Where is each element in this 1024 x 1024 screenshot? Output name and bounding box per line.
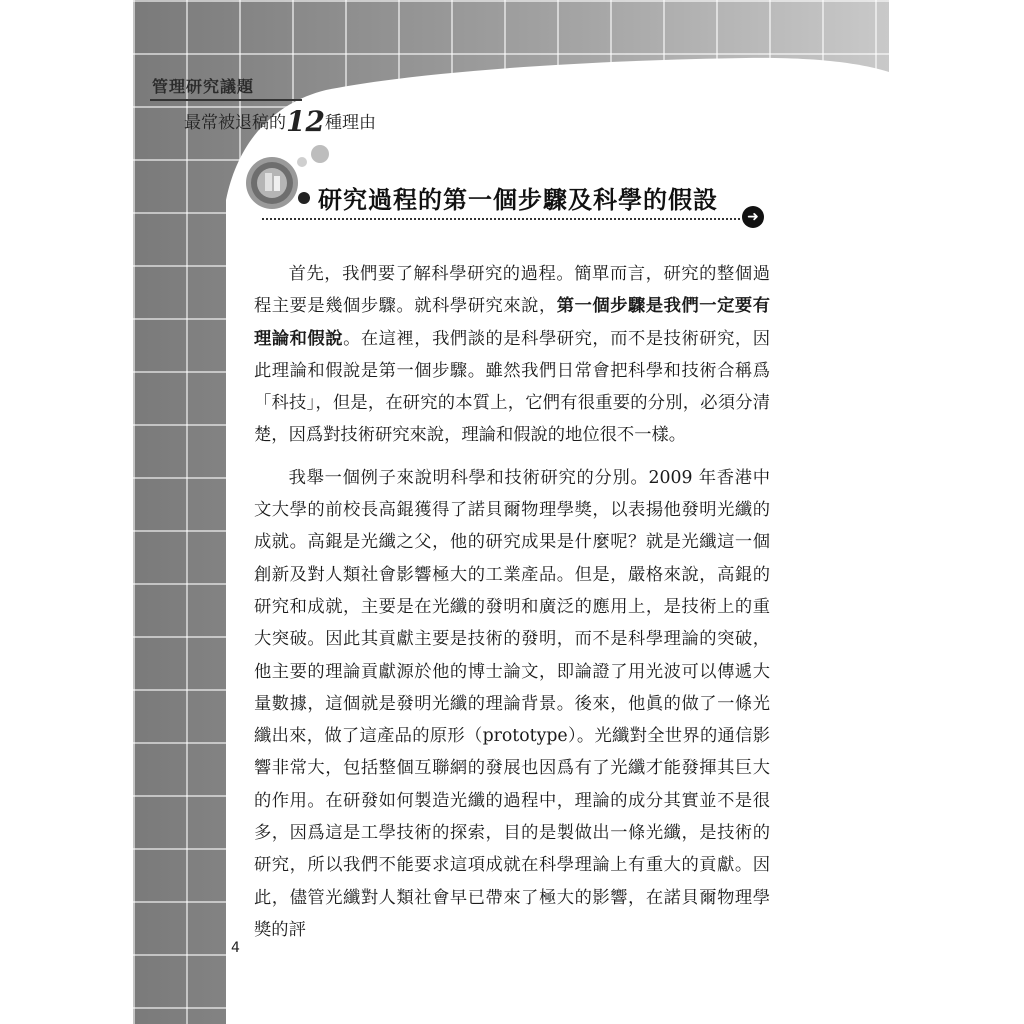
paragraph-text: 首先，我們要了解科學研究的過程。簡單而言，研究的整個過程主要是幾個步驟。就科學研究來說， <box>254 264 770 317</box>
title-dotted-rule <box>262 218 740 220</box>
series-title: 管理研究議題 <box>150 74 302 101</box>
paragraph: 我舉一個例子來說明科學和技術研究的分別。2009 年香港中文大學的前校長高錕獲得了諾貝爾物理學獎，以表揚他發明光纖的成就。高錕是光纖之父，他的研究成果是什麼呢？就是光纖這一個創新及對人類社會影響極大的工業產品。但是，嚴格來說，高錕的研究和成就，主要是在光纖的發明和廣泛的應用上，是技術上的重大突破。因此其貢獻主要是技術的發明，而不是科學理論的突破，他主要的理論貢獻源於他的博士論文，即論證了用光波可以傳遞大量數據，這個就是發明光纖的理論背景。後來，他眞的做了一條光纖出來，做了這產品的原形（prototype）。光纖對全世界的通信影響非常大，包括整個互聯網的發展也因爲有了光纖才能發揮其巨大的作用。在研發如何製造光纖的過程中，理論的成分其實並不是很多，因爲這是工學技術的探索，目的是製做出一條光纖，是技術的研究，所以我們不能要求這項成就在科學理論上有重大的貢獻。因此，儘管光纖對人類社會早已帶來了極大的影響，在諾貝爾物理學獎的評 <box>254 467 770 940</box>
paragraph <box>254 258 770 452</box>
running-header <box>150 74 380 138</box>
section-title: 研究過程的第一個步驟及科學的假設 <box>318 186 718 214</box>
book-title-post: 種理由 <box>324 113 376 133</box>
arrow-right-icon: ➜ <box>742 206 764 228</box>
book-title-pre: 最常被退稿的 <box>184 113 286 133</box>
page-number: 4 <box>231 940 240 956</box>
paragraph-text: 。在這裡，我們談的是科學研究，而不是技術研究，因此理論和假說是第一個步驟。雖然我們日常會把科學和技術合稱爲「科技」，但是，在研究的本質上，它們有很重要的分別，必須分清楚，因爲對技術研究來說，理論和假說的地位很不一樣。 <box>254 328 770 446</box>
body-text <box>254 258 770 946</box>
book-title <box>150 105 380 138</box>
book-title-number: 12 <box>286 105 325 138</box>
emphasis-text: 第一個步驟是我們一定要有理論和假說 <box>254 296 770 349</box>
